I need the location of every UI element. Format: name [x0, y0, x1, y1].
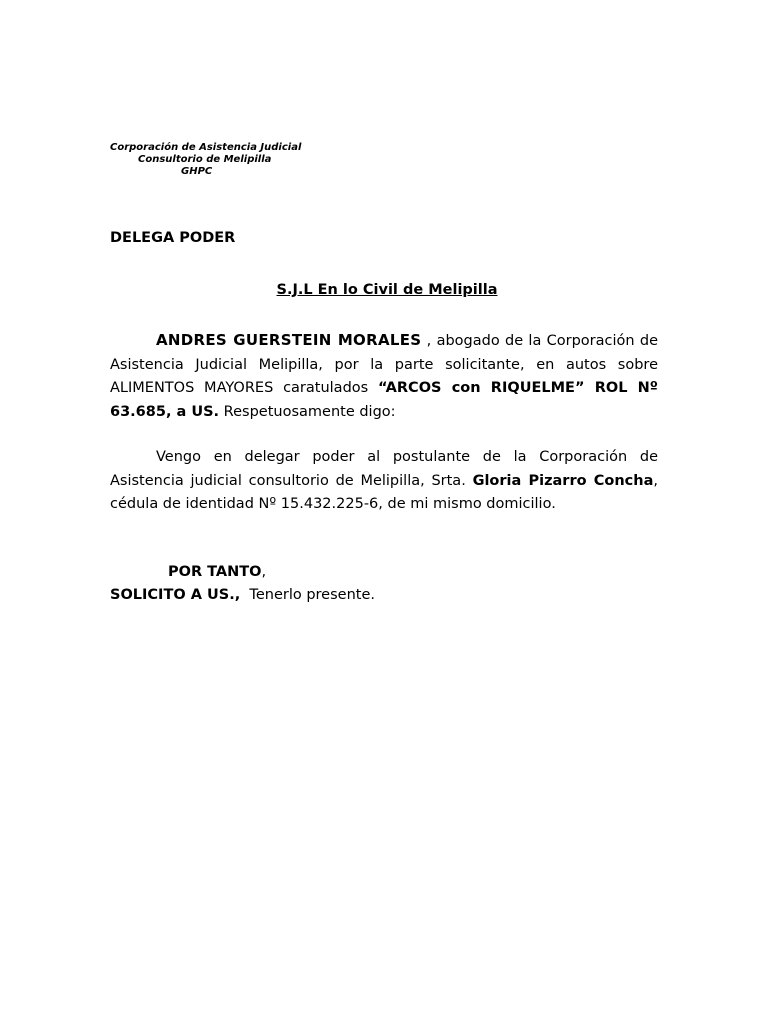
letterhead-office: Consultorio de Melipilla [138, 154, 272, 165]
court-name: S.J.L En lo Civil de Melipilla [276, 282, 498, 298]
appearance-text: , abogado de la Corporación de Asistencia Judicial Melipilla, por la parte solicitante, en autos sobre ALIMENTOS MAYORES caratulados [110, 333, 658, 396]
solicito-label: SOLICITO A US., [110, 587, 241, 603]
por-tanto-label: POR TANTO [168, 564, 262, 580]
request-text: Tenerlo presente. [240, 587, 375, 603]
request-line [110, 587, 375, 603]
delegation-paragraph [110, 446, 658, 517]
delegate-name: Gloria Pizarro Concha [472, 472, 654, 489]
appearance-paragraph [110, 329, 658, 424]
por-tanto-line [168, 564, 266, 580]
appearance-closing-text: Respetuosamente digo: [219, 403, 396, 420]
lawyer-name: ANDRES GUERSTEIN MORALES [156, 331, 422, 349]
letterhead [110, 142, 310, 178]
delegation-text: Vengo en delegar poder al postulante de la Corporación de Asistencia judicial consultorio de Melipilla, Srta. [110, 449, 658, 489]
document-type-heading: DELEGA PODER [110, 230, 236, 246]
letterhead-organization: Corporación de Asistencia Judicial [110, 142, 302, 153]
delegate-identity-text: , cédula de identidad Nº 15.432.225-6, de mi mismo domicilio. [110, 472, 658, 512]
por-tanto-comma: , [261, 564, 267, 580]
court-heading [110, 282, 658, 298]
letterhead-initials: GHPC [181, 166, 213, 177]
case-title: “ARCOS con RIQUELME” ROL Nº 63.685, a US. [110, 380, 658, 420]
